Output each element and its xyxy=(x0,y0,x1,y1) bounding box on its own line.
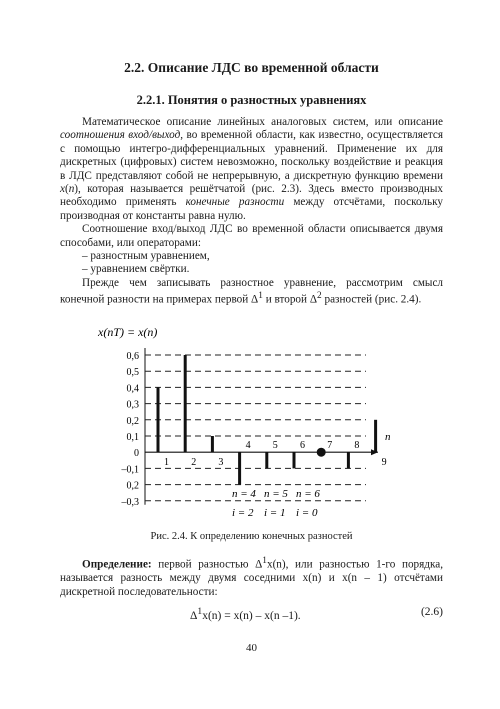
x-axis-label: n xyxy=(385,431,391,443)
y-tick-label: 0,2 xyxy=(126,480,139,492)
y-tick-label: 0,1 xyxy=(126,432,139,443)
y-tick-label: –0,3 xyxy=(121,496,139,508)
y-tick-label: 0,4 xyxy=(126,383,139,395)
y-tick-label: 0,6 xyxy=(126,351,139,362)
n-label: n = 4 xyxy=(232,488,256,500)
x-tick-label: 5 xyxy=(272,440,278,452)
body-text xyxy=(60,116,443,307)
x-tick-label: 3 xyxy=(218,457,224,469)
stem-chart xyxy=(80,322,410,527)
n-label: n = 6 xyxy=(296,488,320,500)
definition-label: Определение: xyxy=(82,558,152,571)
x-tick-label: 2 xyxy=(191,457,197,469)
paragraph-2: Соотношение вход/выход ЛДС во временной области описывается двумя способами, или операторами: xyxy=(60,223,443,249)
x-tick-label: 9 xyxy=(381,457,387,469)
y-tick-label: 0,2 xyxy=(126,415,139,427)
x-tick-label: 8 xyxy=(354,440,360,452)
y-axis-label: x(nT) = x(n) xyxy=(98,325,158,339)
definition: Определение: первой разностью $\Delta^1x(n)$, или разностью 1-го порядка, называется разность между двумя соседними x(n) и x(n – 1) отсчётами дискретной последовательности: xyxy=(60,556,443,598)
figure-2-4 xyxy=(80,322,410,532)
list-item: – уравнением свёртки. xyxy=(82,263,190,276)
x-tick-label: 4 xyxy=(245,440,251,452)
i-label: i = 0 xyxy=(296,507,318,519)
subsection-title: 2.2.1. Понятия о разностных уравнениях xyxy=(136,93,367,107)
page-number: 40 xyxy=(246,642,257,654)
x-tick-label: 1 xyxy=(164,457,169,469)
x-tick-label: 6 xyxy=(300,440,305,452)
figure-caption: Рис. 2.4. К определению конечных разностей xyxy=(150,531,353,542)
paragraph-1: Математическое описание линейных аналоговых систем, или описание соотношения вход/выход, во временной области, как известно, осуществляется с помощью интегро-дифференциальных уравнений. Применение их для дискретных (цифровых) систем невозможно, поскольку воздействие и реакция в ЛДС представляют собой не непрерывную, а дискретную функцию времени x(n), которая называется решётчатой (рис. 2.3). Здесь вместо производных необходимо применять конечные разности между отсчётами, поскольку производная от константы равна нулю. xyxy=(60,116,443,222)
y-tick-label: 0,3 xyxy=(126,399,139,411)
y-tick-label: 0 xyxy=(134,448,139,460)
n-label: n = 5 xyxy=(264,488,288,500)
y-tick-label: –0,1 xyxy=(121,464,139,476)
i-label: i = 1 xyxy=(264,507,286,519)
stem-point xyxy=(317,448,326,457)
list-item: – разностным уравнением, xyxy=(82,250,210,263)
paragraph-3: Прежде чем записывать разностное уравнение, рассмотрим смысл конечной разности на примерах первой $\Delta^1$ и второй $\Delta^2$ разностей (рис. 2.4). xyxy=(60,276,443,307)
y-tick-label: 0,5 xyxy=(126,367,139,379)
formula-number: (2.6) xyxy=(420,606,443,618)
x-tick-label: 7 xyxy=(327,440,333,452)
section-title: 2.2. Описание ЛДС во временной области xyxy=(124,60,379,75)
i-label: i = 2 xyxy=(232,507,254,519)
